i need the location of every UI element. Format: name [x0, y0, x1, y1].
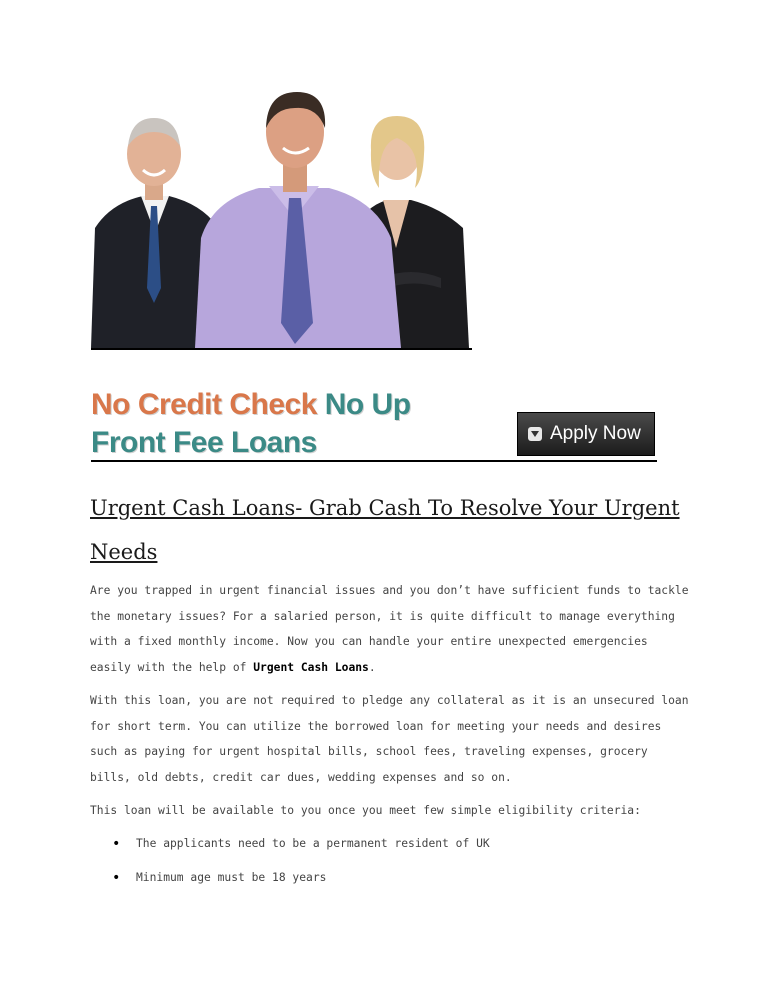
banner-line-1 — [91, 388, 411, 422]
article-heading: Urgent Cash Loans- Grab Cash To Resolve Your Urgent Needs — [90, 496, 680, 564]
apply-now-button[interactable] — [517, 412, 655, 456]
paragraph-unsecured-loan: With this loan, you are not required to pledge any collateral as it is an unsecured loan for short term. You can utilize the borrowed loan for meeting your needs and desires such as paying for urgent hospital bills, school fees, traveling expenses, grocery bills, old debts, credit car dues, wedding expenses and so on. — [90, 694, 689, 784]
apply-now-label: Apply Now — [550, 423, 641, 444]
loan-banner[interactable] — [91, 388, 657, 460]
banner-underline — [91, 460, 657, 462]
chevron-down-icon — [528, 427, 542, 441]
list-item: • The applicants need to be a permanent resident of UK — [90, 832, 690, 866]
business-people-photo — [91, 88, 472, 348]
eligibility-list — [90, 832, 690, 900]
photo-underline — [91, 348, 472, 350]
paragraph-intro — [90, 578, 690, 680]
list-item: • Minimum age must be 18 years — [90, 866, 690, 900]
paragraph-eligibility-intro: This loan will be available to you once you meet few simple eligibility criteria: — [90, 804, 641, 817]
banner-line-2: Front Fee Loans — [91, 426, 317, 459]
urgent-cash-loans-bold: Urgent Cash Loans — [253, 660, 369, 674]
paragraph-intro-text: Are you trapped in urgent financial issues and you don’t have sufficient funds to tackle the monetary issues? For a salaried person, it is quite difficult to manage everything with a fixed monthly income. Now you can handle your entire unexpected emergencies easily with the help of — [90, 584, 689, 674]
photo-illustration — [91, 88, 472, 348]
banner-line-1-orange: No Credit Check — [91, 388, 325, 421]
paragraph-intro-end: . — [368, 660, 376, 674]
banner-line-1-teal: No Up — [324, 388, 411, 421]
